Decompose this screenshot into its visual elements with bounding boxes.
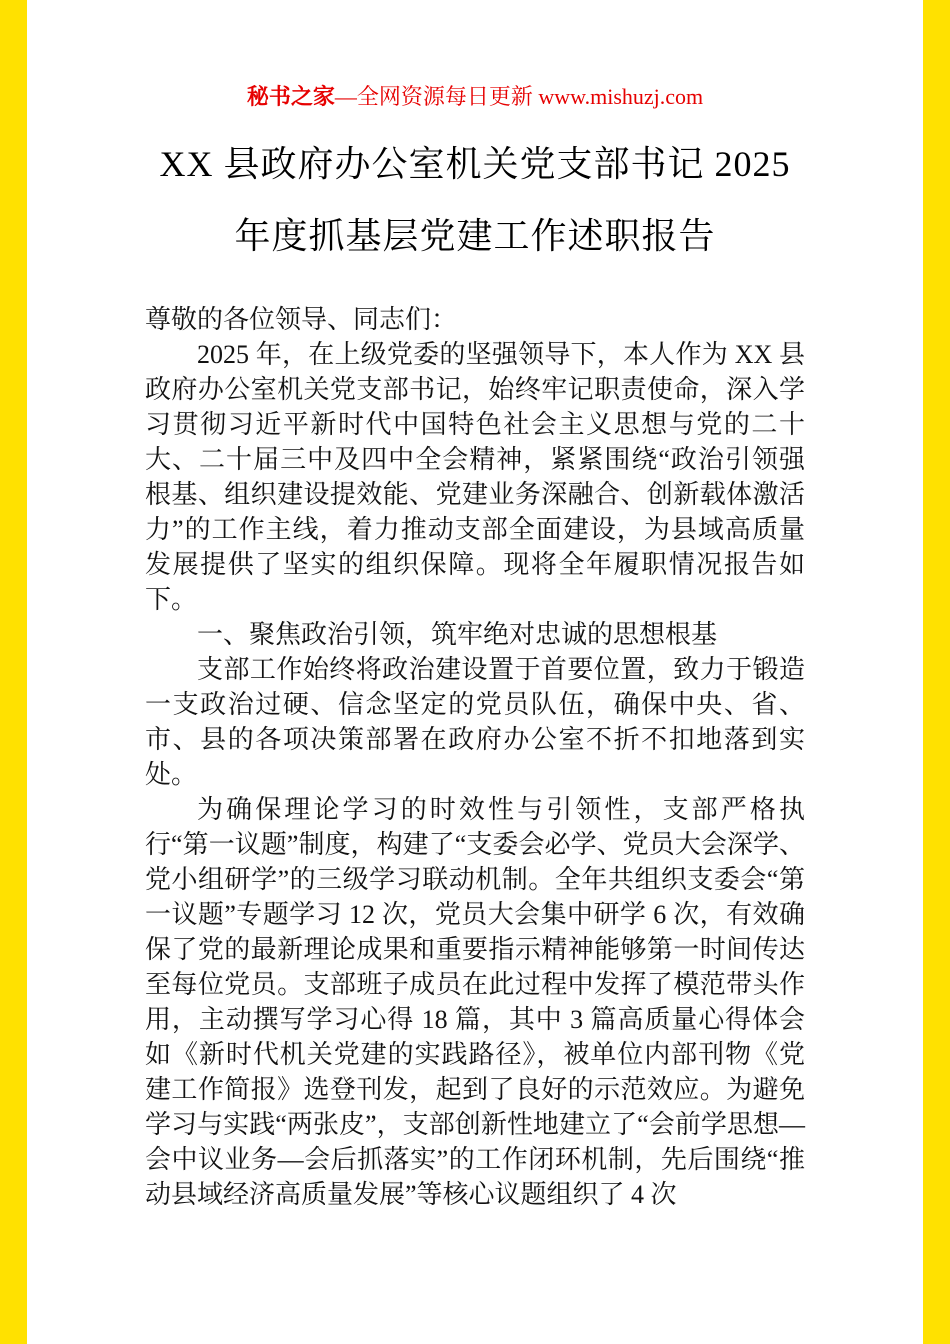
right-page-border <box>923 0 950 1344</box>
left-page-border <box>0 0 27 1344</box>
body-paragraph: 为确保理论学习的时效性与引领性，支部严格执行“第一议题”制度，构建了“支委会必学、党员大会深学、党小组研学”的三级学习联动机制。全年共组织支委会“第一议题”专题学习 12 次，党员大会集中研学 6 次，有效确保了党的最新理论成果和重要指示精神能够第一时间传达至每位党员。支部班子成员在此过程中发挥了模范带头作用，主动撰写学习心得 18 篇，其中 3 篇高质量心得体会如《新时代机关党建的实践路径》，被单位内部刊物《党建工作简报》选登刊发，起到了良好的示范效应。为避免学习与实践“两张皮”，支部创新性地建立了“会前学思想—会中议业务—会后抓落实”的工作闭环机制，先后围绕“推动县域经济高质量发展”等核心议题组织了 4 次 <box>145 795 805 1209</box>
site-name: 秘书之家 <box>246 84 335 109</box>
site-header <box>145 82 805 112</box>
document-page <box>27 0 923 1344</box>
section-heading: 一、聚焦政治引领，筑牢绝对忠诚的思想根基 <box>197 620 718 649</box>
document-title: XX 县政府办公室机关党支部书记 2025 年度抓基层党建工作述职报告 <box>159 144 791 256</box>
salutation: 尊敬的各位领导、同志们： <box>145 305 458 334</box>
document-body <box>145 302 805 1212</box>
intro-paragraph: 2025 年，在上级党委的坚强领导下，本人作为 XX 县政府办公室机关党支部书记，始终牢记职责使命，深入学习贯彻习近平新时代中国特色社会主义思想与党的二十大、二十届三中及四中全会精神，紧紧围绕“政治引领强根基、组织建设提效能、党建业务深融合、创新载体激活力”的工作主线，着力推动支部全面建设，为县域高质量发展提供了坚实的组织保障。现将全年履职情况报告如下。 <box>145 340 805 614</box>
site-tagline: —全网资源每日更新 www.mishuzj.com <box>334 84 704 109</box>
body-paragraph: 支部工作始终将政治建设置于首要位置，致力于锻造一支政治过硬、信念坚定的党员队伍，确保中央、省、市、县的各项决策部署在政府办公室不折不扣地落到实处。 <box>145 655 805 789</box>
